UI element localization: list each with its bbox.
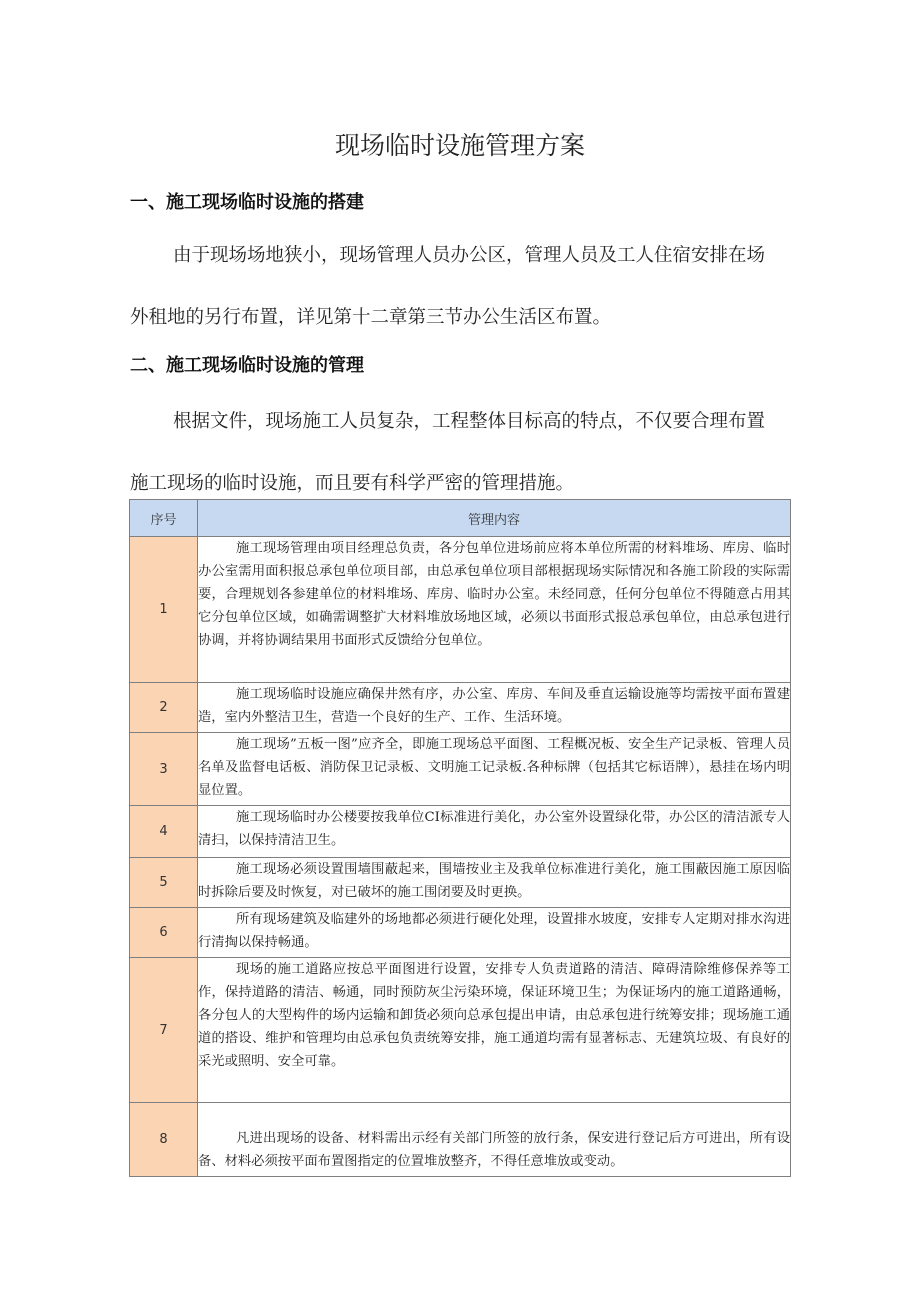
row-content: 施工现场临时办公楼要按我单位CI标准进行美化，办公室外设置绿化带，办公区的清洁派专人清扫，以保持清洁卫生。 (198, 806, 791, 858)
row-number: 6 (130, 908, 198, 958)
management-table (129, 499, 791, 1177)
row-number: 3 (130, 733, 198, 806)
table-row (130, 683, 791, 733)
row-content: 现场的施工道路应按总平面图进行设置，安排专人负责道路的清洁、障碍清除维修保养等工作，保持道路的清洁、畅通，同时预防灰尘污染环境，保证环境卫生；为保证场内的施工道路通畅，各分包人的大型构件的场内运输和卸货必须向总承包提出申请，由总承包进行统筹安排；现场施工通道的搭设、维护和管理均由总承包负责统筹安排，施工通道均需有显著标志、无建筑垃圾、有良好的采光或照明、安全可靠。 (198, 958, 791, 1103)
table-row (130, 733, 791, 806)
table-row (130, 908, 791, 958)
table-row (130, 958, 791, 1103)
section-heading-2: 二、施工现场临时设施的管理 (130, 355, 364, 376)
row-number: 5 (130, 858, 198, 908)
row-content: 施工现场临时设施应确保井然有序，办公室、库房、车间及垂直运输设施等均需按平面布置建造，室内外整洁卫生，营造一个良好的生产、工作、生活环境。 (198, 683, 791, 733)
table-row (130, 537, 791, 683)
row-content: 施工现场”五板一图”应齐全，即施工现场总平面图、工程概况板、安全生产记录板、管理人员名单及监督电话板、消防保卫记录板、文明施工记录板.各种标牌（包括其它标语牌），悬挂在场内明显位置。 (198, 733, 791, 806)
row-content: 施工现场管理由项目经理总负责，各分包单位进场前应将本单位所需的材料堆场、库房、临时办公室需用面积报总承包单位项目部，由总承包单位项目部根据现场实际情况和各施工阶段的实际需要，合理规划各参建单位的材料堆场、库房、临时办公室。未经同意，任何分包单位不得随意占用其它分包单位区域，如确需调整扩大材料堆放场地区域，必须以书面形式报总承包单位，由总承包进行协调，并将协调结果用书面形式反馈给分包单位。 (198, 537, 791, 683)
section-paragraph-1: 由于现场场地狭小，现场管理人员办公区，管理人员及工人住宿安排在场外租地的另行布置，详见第十二章第三节办公生活区布置。 (130, 245, 766, 328)
row-number: 1 (130, 537, 198, 683)
row-number: 4 (130, 806, 198, 858)
table-header-row (130, 500, 791, 537)
row-number: 7 (130, 958, 198, 1103)
table-row (130, 1103, 791, 1177)
table-row (130, 806, 791, 858)
header-content: 管理内容 (198, 500, 791, 537)
row-content: 凡进出现场的设备、材料需出示经有关部门所签的放行条，保安进行登记后方可进出，所有设备、材料必须按平面布置图指定的位置堆放整齐，不得任意堆放或变动。 (198, 1103, 791, 1177)
section-heading-1: 一、施工现场临时设施的搭建 (130, 192, 364, 213)
row-number: 8 (130, 1103, 198, 1177)
row-number: 2 (130, 683, 198, 733)
section-paragraph-2: 根据文件，现场施工人员复杂，工程整体目标高的特点，不仅要合理布置施工现场的临时设施，而且要有科学严密的管理措施。 (130, 411, 766, 494)
table-row (130, 858, 791, 908)
header-number: 序号 (130, 500, 198, 537)
row-content: 施工现场必须设置围墙围蔽起来，围墙按业主及我单位标准进行美化，施工围蔽因施工原因临时拆除后要及时恢复，对已破坏的施工围闭要及时更换。 (198, 858, 791, 908)
page-title: 现场临时设施管理方案 (334, 131, 585, 160)
row-content: 所有现场建筑及临建外的场地都必须进行硬化处理，设置排水坡度，安排专人定期对排水沟进行清掏以保持畅通。 (198, 908, 791, 958)
